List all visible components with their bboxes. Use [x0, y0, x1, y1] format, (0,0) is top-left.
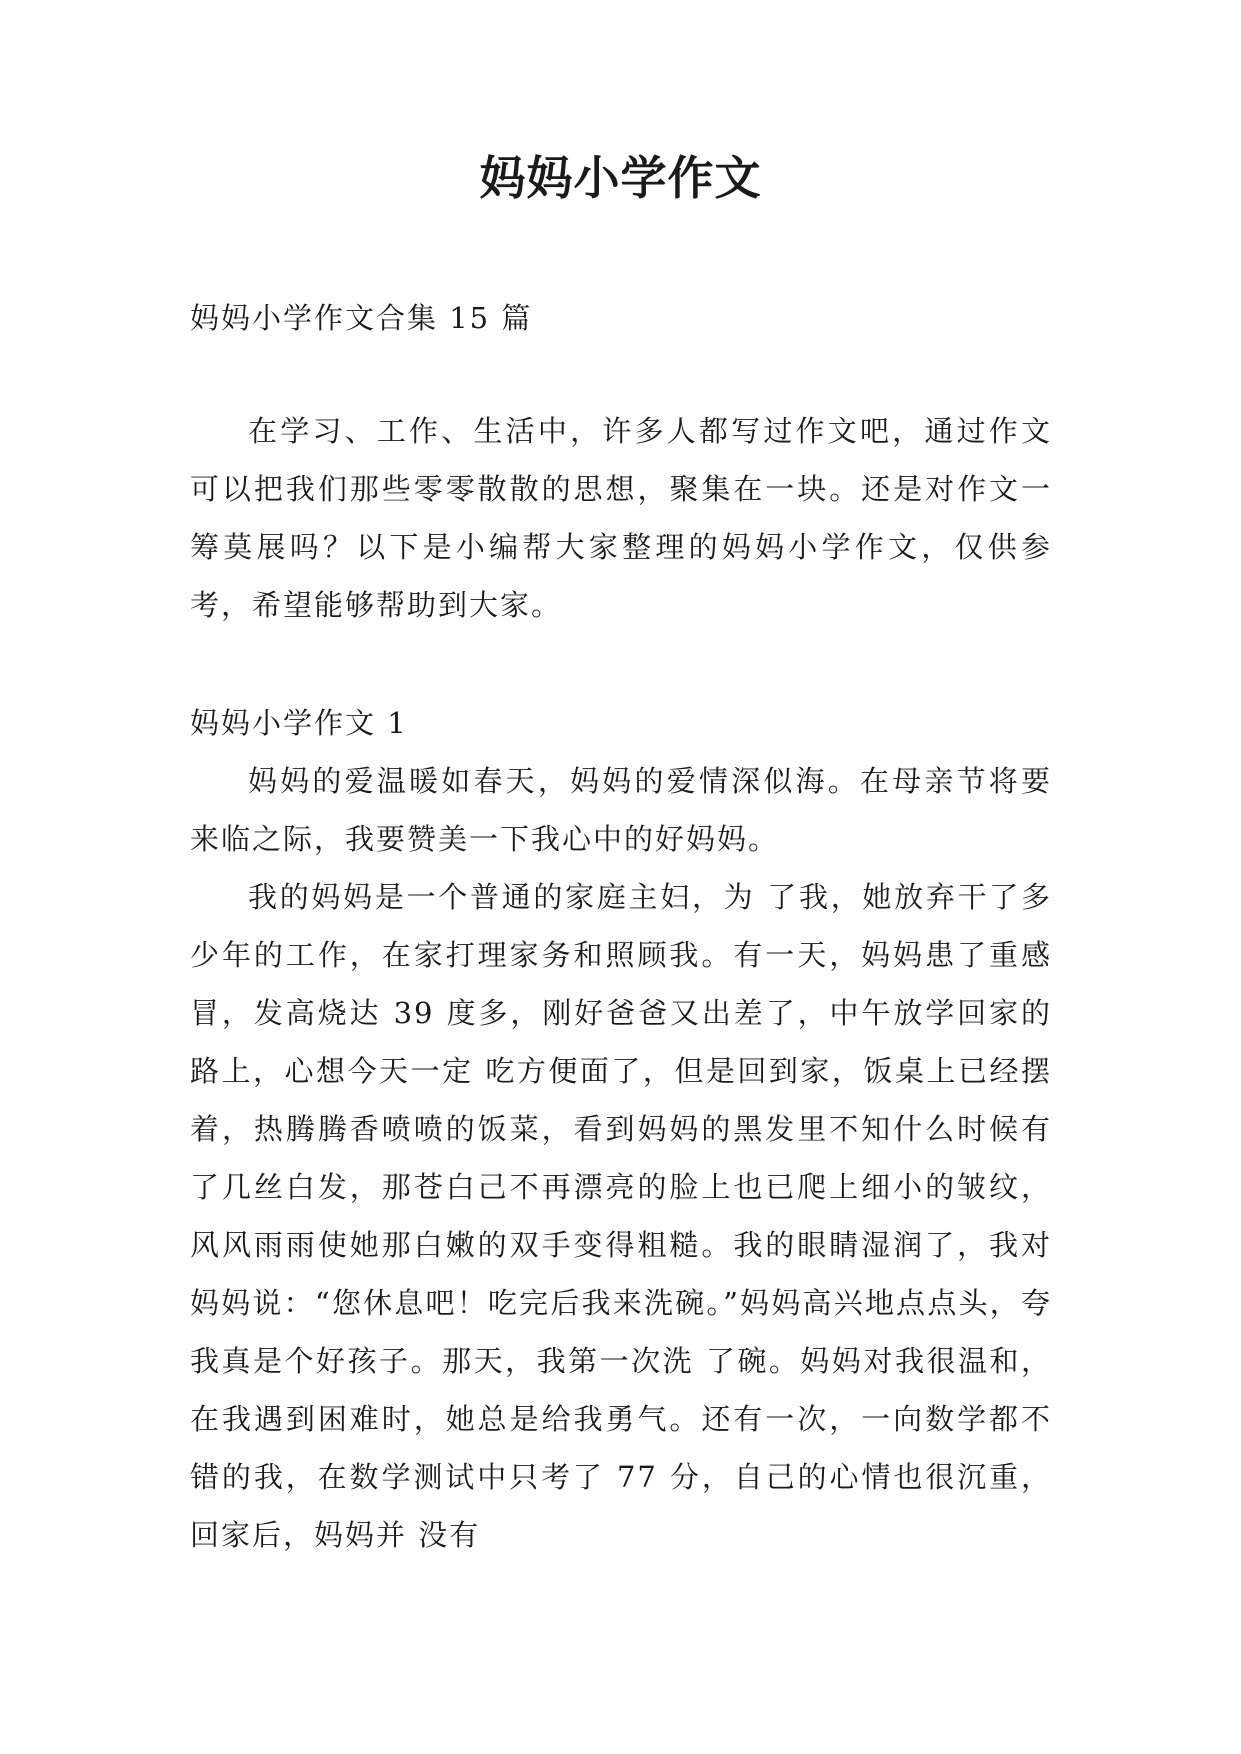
section-heading: 妈妈小学作文 1 — [190, 706, 408, 740]
intro-paragraph: 在学习、工作、生活中，许多人都写过作文吧，通过作文可以把我们那些零零散散的思想，聚集在一块。还是对作文一筹莫展吗？以下是小编帮大家整理的妈妈小学作文，仅供参考，希望能够帮助到大家。 — [190, 414, 1052, 622]
document-title: 妈妈小学作文 — [479, 151, 762, 205]
body-paragraph: 妈妈的爱温暖如春天，妈妈的爱情深似海。在母亲节将要来临之际，我要赞美一下我心中的好妈妈。 — [190, 764, 1052, 856]
collection-subtitle: 妈妈小学作文合集 15 篇 — [190, 301, 533, 335]
body-paragraph: 我的妈妈是一个普通的家庭主妇，为 了我，她放弃干了多少年的工作，在家打理家务和照顾我。有一天，妈妈患了重感冒，发高烧达 39 度多，刚好爸爸又出差了，中午放学回家的路上，心想今天一定 吃方便面了，但是回到家，饭桌上已经摆着，热腾腾香喷喷的饭菜，看到妈妈的黑发里不知什么时候有了几丝白发，那苍白己不再漂亮的脸上也已爬上细小的皱纹， 风风雨雨使她那白嫩的双手变得粗糙。我的眼睛湿润了，我对妈妈说：“您休息吧！吃完后我来洗碗。”妈妈高兴地点点头，夸我真是个好孩子。那天，我第一次洗 了碗。妈妈对我很温和，在我遇到困难时，她总是给我勇气。还有一次，一向数学都不错的我，在数学测试中只考了 77 分，自己的心情也很沉重，回家后，妈妈并 没有 — [190, 880, 1052, 1552]
